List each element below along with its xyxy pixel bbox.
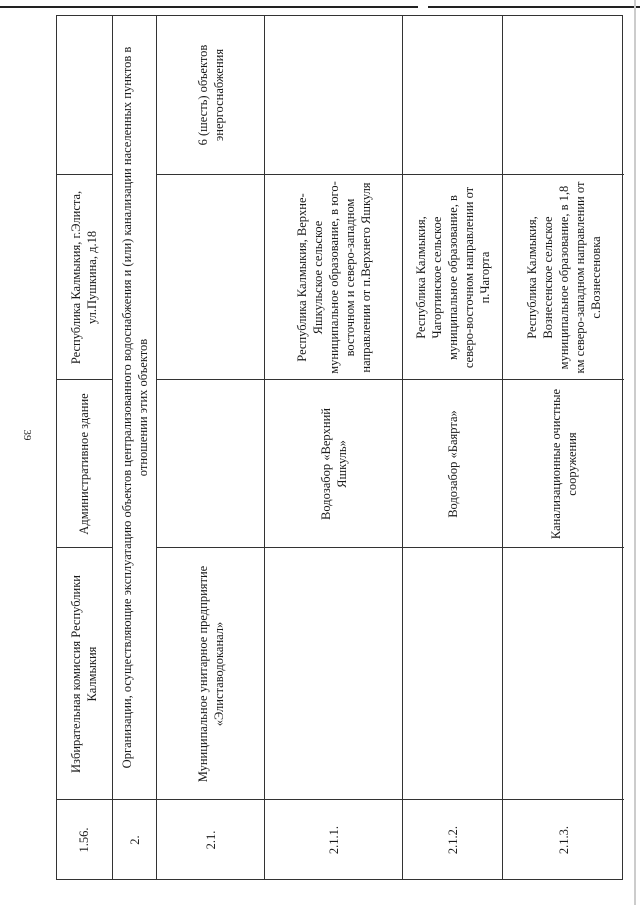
object-address: Республика Калмыкия, Верхне-Яшкульское сельское муниципальное образование, в юго-восточном и северо-западном направлении от п.Верхнего Яшкуля [295, 181, 373, 374]
object-address: Республика Калмыкия, г.Элиста, ул.Пушкина, д.18 [69, 190, 99, 365]
object-name: Административное здание [77, 393, 91, 535]
row-number: 2.1.2. [446, 825, 460, 855]
object-note: 6 (шесть) объектов энергоснабжения [196, 44, 226, 146]
organization-name: Избирательная комиссия Республики Калмыкия [69, 575, 99, 773]
table-row [402, 15, 503, 880]
page-number: 39 [21, 429, 33, 441]
row-number: 1.56. [77, 827, 91, 853]
object-name [157, 380, 265, 548]
table-row [156, 15, 265, 880]
document-table [56, 15, 623, 880]
object-name: Водозабор «Баярта» [446, 410, 460, 518]
row-number: 2. [128, 835, 142, 845]
table-row [112, 15, 157, 880]
row-number: 2.1.3. [556, 825, 571, 855]
object-note [56, 15, 112, 175]
object-address: Республика Калмыкия, Вознесенское сельское муниципальное образование, в 1,8 км северо-западном направлении от с.Вознесеновка [524, 181, 603, 374]
section-heading: Организации, осуществляющие эксплуатацию объектов централизованного водоснабжения и (или) канализации населенных пунктов в отношении этих объектов [120, 46, 150, 769]
top-border [0, 0, 640, 12]
table-row [264, 15, 403, 880]
object-note [265, 15, 403, 175]
top-rule-left [0, 6, 418, 8]
top-rule-right [428, 6, 640, 8]
object-name: Канализационные очистные сооружения [548, 388, 579, 540]
object-note [403, 15, 503, 175]
row-number: 2.1. [204, 830, 218, 850]
object-address [157, 175, 265, 380]
organization-name [503, 548, 624, 800]
table-row [56, 15, 112, 880]
row-number: 2.1.1. [327, 825, 341, 855]
organization-name [265, 548, 403, 800]
object-note [503, 15, 624, 175]
organization-name [403, 548, 503, 800]
organization-name: Муниципальное унитарное предприятие «Элиставодоканал» [196, 565, 226, 783]
object-address: Республика Калмыкия, Чагортинское сельское муниципальное образование, в северо-восточном направлении от п.Чагорта [414, 186, 492, 369]
object-name: Водозабор «Верхний Яшкуль» [319, 408, 349, 521]
table-row [502, 15, 624, 880]
page-edge [634, 0, 636, 905]
